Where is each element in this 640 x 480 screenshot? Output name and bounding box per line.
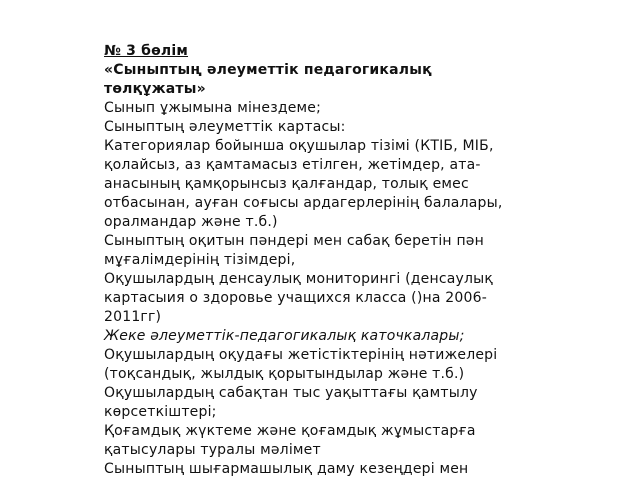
body-line: анасының қамқорынсыз қалғандар, толық емес bbox=[104, 176, 469, 192]
body-line: Қоғамдық жүктеме және қоғамдық жұмыстарға bbox=[104, 423, 476, 439]
body-line: Оқушылардың денсаулық мониторингі (денсаулық bbox=[104, 271, 494, 287]
body-line: Оқушылардың сабақтан тыс уақыттағы қамтылу bbox=[104, 385, 478, 401]
body-line: Жеке әлеуметтік-педагогикалық каточкалары; bbox=[104, 328, 465, 344]
body-line: көрсеткіштері; bbox=[104, 404, 217, 420]
body-line: 2011гг) bbox=[104, 309, 162, 325]
body-line: Категориялар бойынша оқушылар тізімі (КТІБ, МІБ, bbox=[104, 138, 494, 154]
body-line: Сыныптың оқитын пәндері мен сабақ беретін пән bbox=[104, 233, 484, 249]
body-line: Сынып ұжымына мінездеме; bbox=[104, 100, 322, 116]
section-number: № 3 бөлім bbox=[104, 43, 189, 59]
body-line: Сыныптың әлеуметтік картасы: bbox=[104, 119, 346, 135]
title-line-1: «Сыныптың әлеуметтік педагогикалық bbox=[104, 62, 432, 78]
body-line: отбасынан, ауған соғысы ардагерлерінің балалары, bbox=[104, 195, 503, 211]
title-line-2: төлқұжаты» bbox=[104, 81, 206, 97]
body-line: Сыныптың шығармашылық даму кезеңдері мен bbox=[104, 461, 469, 477]
body-line: қолайсыз, аз қамтамасыз етілген, жетімдер, ата- bbox=[104, 157, 481, 173]
body-line: мұғалімдерінің тізімдері, bbox=[104, 252, 296, 268]
body-line: қатысулары туралы мәлімет bbox=[104, 442, 321, 458]
body-line: оралмандар және т.б.) bbox=[104, 214, 278, 230]
body-line: Оқушылардың оқудағы жетістіктерінің нәтижелері bbox=[104, 347, 498, 363]
body-line: картасыия о здоровье учащихся класса ()на 2006- bbox=[104, 290, 487, 306]
body-line: (тоқсандық, жылдық қорытындылар және т.б.) bbox=[104, 366, 465, 382]
slide-content bbox=[104, 42, 604, 479]
